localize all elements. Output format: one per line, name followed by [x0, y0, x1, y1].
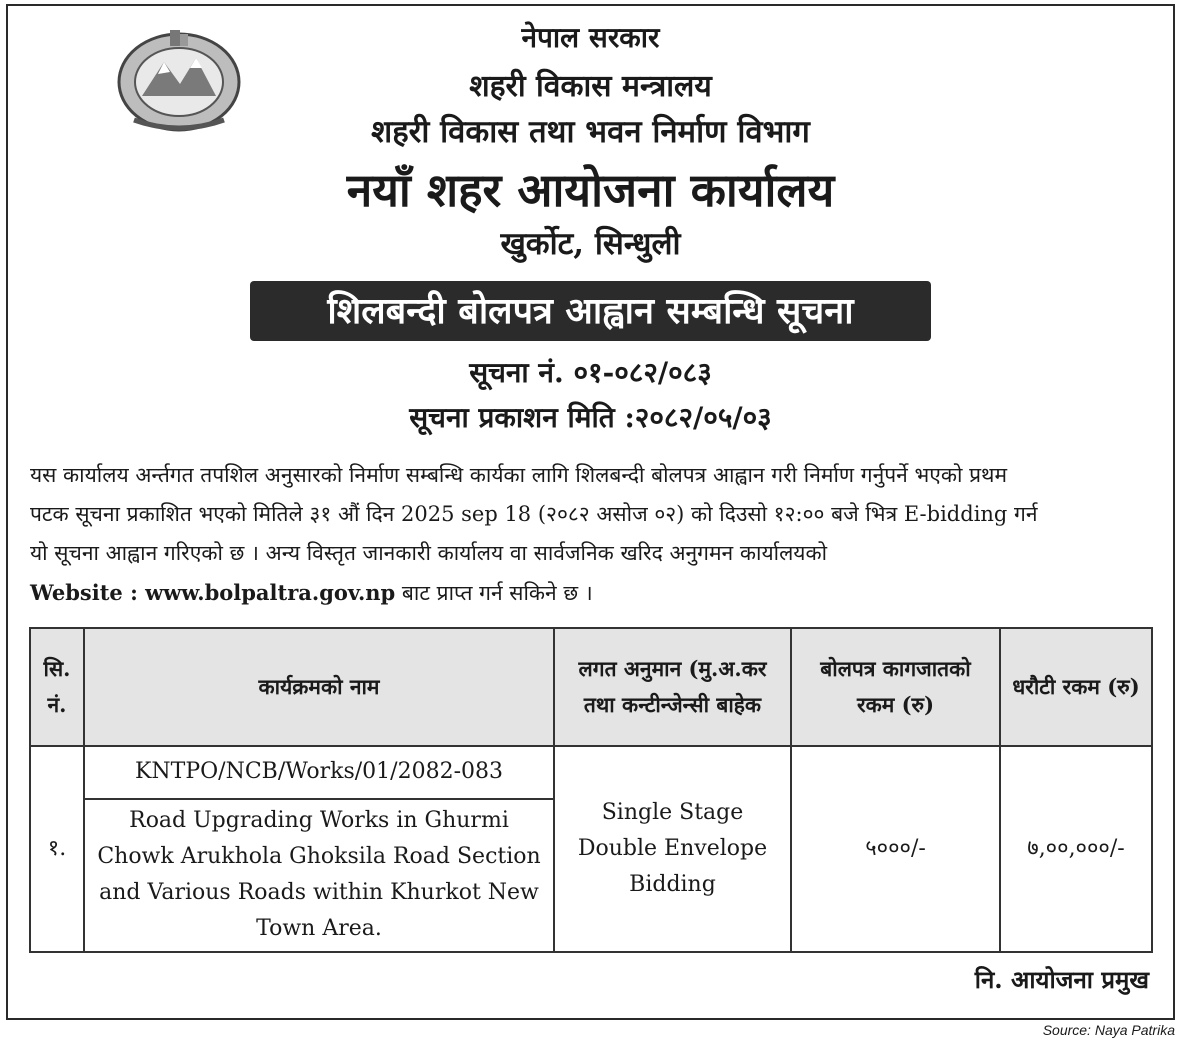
- header-deposit: धरौटी रकम (रु): [1000, 628, 1152, 746]
- notice-body: [30, 456, 1152, 613]
- body-line-2: पटक सूचना प्रकाशित भएको मितिले ३१ औं दिन 2025 sep 18 (२०८२ असोज ०२) को दिउसो १२:०० बजे भित्र E-bidding गर्न: [30, 502, 1038, 526]
- body-line-4-rest: बाट प्राप्त गर्न सकिने छ ।: [395, 581, 593, 605]
- body-line-3: यो सूचना आह्वान गरिएको छ । अन्य विस्तृत जानकारी कार्यालय वा सार्वजनिक खरिद अनुगमन कार्यालयको: [30, 541, 828, 565]
- header-document-fee: बोलपत्र कागजातको रकम (रु): [791, 628, 1000, 746]
- body-line-4: [30, 573, 1152, 613]
- body-line-1: यस कार्यालय अर्न्तगत तपशिल अनुसारको निर्माण सम्बन्धि कार्यका लागि शिलबन्दी बोलपत्र आह्वान गरी निर्माण गर्नुपर्ने भएको प्रथम: [30, 463, 1008, 487]
- header-program-name: कार्यक्रमको नाम: [84, 628, 554, 746]
- row-deposit: ७,००,०००/-: [1000, 746, 1152, 952]
- table-row: [30, 746, 1152, 799]
- header-cost-estimate: लगत अनुमान (मु.अ.कर तथा कन्टीन्जेन्सी बाहेक: [554, 628, 791, 746]
- office-location: खुर्कोट, सिन्धुली: [500, 226, 681, 262]
- notice-number: सूचना नं. ०१-०८२/०८३: [469, 356, 712, 389]
- office-title: नयाँ शहर आयोजना कार्यालय: [346, 163, 835, 217]
- row-program-name: Road Upgrading Works in Ghurmi Chowk Arukhola Ghoksila Road Section and Various Roads within Khurkot New Town Area.: [84, 799, 554, 953]
- notice-publish-date: सूचना प्रकाशन मिति :२०८२/०५/०३: [409, 401, 772, 434]
- row-sn: १.: [30, 746, 84, 952]
- header-line-department: शहरी विकास तथा भवन निर्माण विभाग: [371, 114, 810, 150]
- source-credit: Source: Naya Patrika: [1042, 1022, 1175, 1038]
- signature: नि. आयोजना प्रमुख: [974, 965, 1149, 994]
- row-document-fee: ५०००/-: [791, 746, 1000, 952]
- row-method: Single Stage Double Envelope Bidding: [554, 746, 791, 952]
- tender-table: [29, 627, 1153, 953]
- notice-banner: शिलबन्दी बोलपत्र आह्वान सम्बन्धि सूचना: [250, 281, 931, 341]
- header-line-government: नेपाल सरकार: [521, 21, 660, 54]
- header-sn: सि. नं.: [30, 628, 84, 746]
- header-line-ministry: शहरी विकास मन्त्रालय: [469, 69, 712, 104]
- row-code: KNTPO/NCB/Works/01/2082-083: [84, 746, 554, 799]
- website-link[interactable]: Website : www.bolpaltra.gov.np: [30, 580, 396, 605]
